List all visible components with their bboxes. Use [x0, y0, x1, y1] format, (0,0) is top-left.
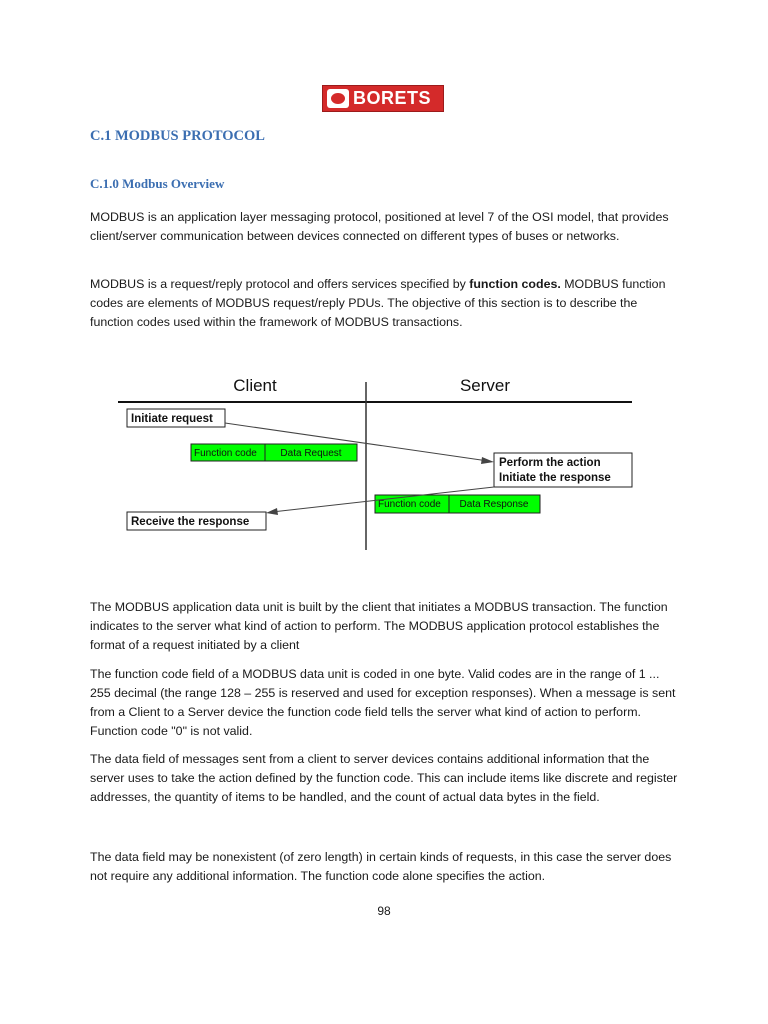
server-header: Server: [459, 376, 511, 395]
subsection-title: C.1.0 Modbus Overview: [90, 176, 225, 191]
paragraph-text: MODBUS function codes are elements of MODBUS request/reply PDUs. The objective of this section is to describe the function codes used within the framework of MODBUS transactions.: [90, 277, 666, 329]
response-data-label: Data Response: [459, 499, 529, 510]
section-title: C.1 MODBUS PROTOCOL: [90, 128, 265, 144]
response-arrowhead: [266, 508, 278, 515]
request-function-code-label: Function code: [194, 448, 257, 459]
paragraph-zero-length: The data field may be nonexistent (of zero length) in certain kinds of requests, in this case the server does not require any additional information. The function code alone specifies the action.: [90, 850, 672, 883]
function-codes-emphasis: function codes.: [469, 277, 561, 291]
borets-logo: [322, 85, 444, 112]
paragraph-data-field: The data field of messages sent from a client to server devices contains additional information that the server uses to take the action defined by the function code. This can include items like discrete and register addresses, the quantity of items to be handled, and the count of actual data bytes in the field.: [90, 752, 678, 804]
receive-response-label: Receive the response: [131, 516, 250, 528]
paragraph-function-codes: [90, 275, 680, 332]
request-arrowhead: [481, 457, 494, 464]
logo-emblem-icon: [327, 89, 349, 108]
paragraph-text: MODBUS is a request/reply protocol and offers services specified by: [90, 277, 470, 291]
client-server-diagram: [0, 360, 768, 560]
request-data-label: Data Request: [280, 448, 342, 459]
paragraph-osi-overview: MODBUS is an application layer messaging protocol, positioned at level 7 of the OSI model, that provides client/server communication between devices connected on different types of buses or networks.: [90, 210, 669, 243]
page-number: 98: [377, 904, 391, 918]
response-function-code-label: Function code: [378, 499, 441, 510]
client-header: Client: [233, 376, 277, 395]
initiate-response-label: Initiate the response: [499, 472, 611, 484]
logo-text: BORETS: [353, 88, 432, 108]
paragraph-application-data-unit: The MODBUS application data unit is built by the client that initiates a MODBUS transaction. The function indicates to the server what kind of action to perform. The MODBUS application protocol establishes the format of a request initiated by a client: [90, 600, 668, 652]
initiate-request-label: Initiate request: [131, 413, 213, 425]
paragraph-function-code-field: The function code field of a MODBUS data unit is coded in one byte. Valid codes are in the range of 1 ... 255 decimal (the range 128 – 255 is reserved and used for exception responses). When a message is sent from a Client to a Server device the function code field tells the server what kind of action to perform. Function code "0" is not valid.: [90, 667, 676, 738]
perform-action-label: Perform the action: [499, 457, 601, 469]
